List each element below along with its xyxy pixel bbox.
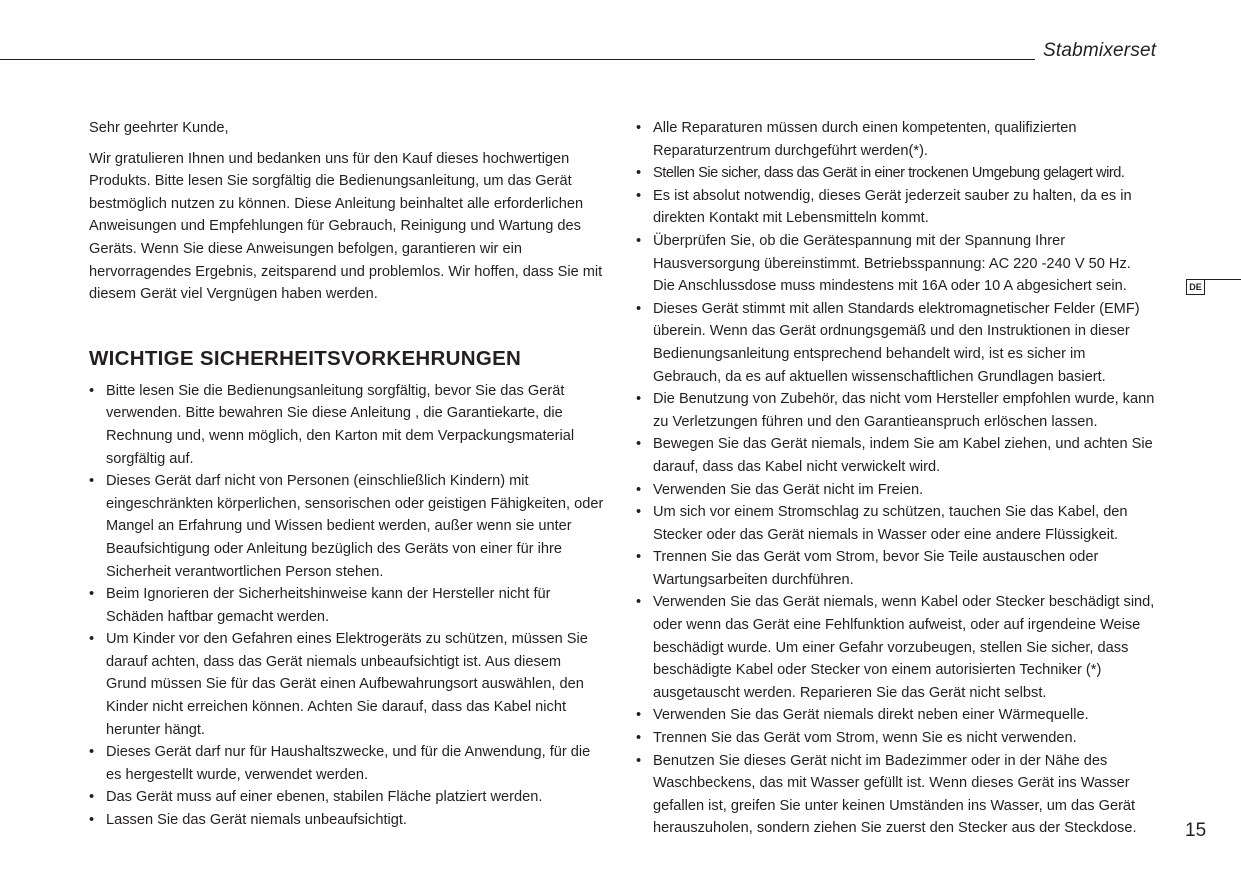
list-item: • Verwenden Sie das Gerät nicht im Freien. xyxy=(636,479,1156,502)
list-item: • Verwenden Sie das Gerät niemals, wenn Kabel oder Stecker beschädigt sind, oder wenn das Gerät eine Fehlfunktion aufweist, oder auf irgendeine Weise beschädigt wurde. Um einer Gefahr vorzubeugen, stellen Sie sicher, dass beschädigte Kabel oder Stecker von einem autorisierten Techniker (*) ausgetauscht werden. Reparieren Sie das Gerät nicht selbst. xyxy=(636,591,1156,704)
language-tab-rule xyxy=(1205,279,1241,280)
list-item: • Benutzen Sie dieses Gerät nicht im Badezimmer oder in der Nähe des Waschbeckens, das mit Wasser gefüllt ist. Wenn dieses Gerät ins Wasser gefallen ist, greifen Sie unter keinen Umständen ins Wasser, um das Gerät herauszuholen, sondern ziehen Sie zuerst den Stecker aus der Steckdose. xyxy=(636,750,1156,840)
safety-list-left xyxy=(89,380,604,832)
greeting: Sehr geehrter Kunde, xyxy=(89,120,229,136)
list-item: • Das Gerät muss auf einer ebenen, stabilen Fläche platziert werden. xyxy=(89,786,604,809)
list-item: • Trennen Sie das Gerät vom Strom, bevor Sie Teile austauschen oder Wartungsarbeiten durchführen. xyxy=(636,546,1156,591)
list-item: • Bewegen Sie das Gerät niemals, indem Sie am Kabel ziehen, und achten Sie darauf, dass das Kabel nicht verwickelt wird. xyxy=(636,433,1156,478)
list-item: • Dieses Gerät stimmt mit allen Standards elektromagnetischer Felder (EMF) überein. Wenn das Gerät ordnungsgemäß und den Instruktionen in dieser Bedienungsanleitung entsprechend behandelt wird, ist es sicher im Gebrauch, da es auf aktuellen wissenschaftlichen Grundlagen basiert. xyxy=(636,298,1156,388)
left-column xyxy=(89,117,604,832)
list-item: • Überprüfen Sie, ob die Gerätespannung mit der Spannung Ihrer Hausversorgung übereinstimmt. Betriebsspannung: AC 220 -240 V 50 Hz. Die Anschlussdose muss mindestens mit 16A oder 10 A abgesichert sein. xyxy=(636,230,1156,298)
language-badge: DE xyxy=(1186,279,1205,295)
list-item: • Trennen Sie das Gerät vom Strom, wenn Sie es nicht verwenden. xyxy=(636,727,1156,750)
list-item: • Alle Reparaturen müssen durch einen kompetenten, qualifizierten Reparaturzentrum durchgeführt werden(*). xyxy=(636,117,1156,162)
list-item: • Dieses Gerät darf nur für Haushaltszwecke, und für die Anwendung, für die es hergestellt wurde, verwendet werden. xyxy=(89,741,604,786)
language-tab xyxy=(1186,279,1241,299)
list-item: • Es ist absolut notwendig, dieses Gerät jederzeit sauber zu halten, da es in direkten Kontakt mit Lebensmitteln kommt. xyxy=(636,185,1156,230)
list-item: • Lassen Sie das Gerät niemals unbeaufsichtigt. xyxy=(89,809,604,832)
list-item: • Stellen Sie sicher, dass das Gerät in einer trockenen Umgebung gelagert wird. xyxy=(636,162,1156,185)
list-item: • Beim Ignorieren der Sicherheitshinweise kann der Hersteller nicht für Schäden haftbar gemacht werden. xyxy=(89,583,604,628)
safety-list-right xyxy=(636,117,1156,840)
intro-paragraph: Wir gratulieren Ihnen und bedanken uns für den Kauf dieses hochwertigen Produkts. Bitte lesen Sie sorgfältig die Bedienungsanleitung, um das Gerät bestmöglich nutzen zu können. Diese Anleitung beinhaltet alle erforderlichen Anweisungen und Empfehlungen für Gebrauch, Reinigung und Wartung des Geräts. Wenn Sie diese Anweisungen befolgen, garantieren wir ein hervorragendes Ergebnis, zeitsparend und problemlos. Wir hoffen, dass Sie mit diesem Gerät viel Vergnügen haben werden. xyxy=(89,150,603,303)
section-heading: WICHTIGE SICHERHEITSVORKEHRUNGEN xyxy=(89,346,522,370)
list-item: • Die Benutzung von Zubehör, das nicht vom Hersteller empfohlen wurde, kann zu Verletzungen führen und den Garantieanspruch erlöschen lassen. xyxy=(636,388,1156,433)
document-title: Stabmixerset xyxy=(1043,40,1157,61)
right-column xyxy=(636,117,1156,840)
list-item: • Verwenden Sie das Gerät niemals direkt neben einer Wärmequelle. xyxy=(636,704,1156,727)
list-item: • Um sich vor einem Stromschlag zu schützen, tauchen Sie das Kabel, den Stecker oder das Gerät niemals in Wasser oder eine andere Flüssigkeit. xyxy=(636,501,1156,546)
header-rule xyxy=(0,59,1035,60)
list-item: • Bitte lesen Sie die Bedienungsanleitung sorgfältig, bevor Sie das Gerät verwenden. Bitte bewahren Sie diese Anleitung , die Garantiekarte, die Rechnung und, wenn möglich, den Karton mit dem Verpackungsmaterial sorgfältig auf. xyxy=(89,380,604,470)
list-item: • Dieses Gerät darf nicht von Personen (einschließlich Kindern) mit eingeschränkten körperlichen, sensorischen oder geistigen Fähigkeiten, oder Mangel an Erfahrung und Wissen bedient werden, außer wenn sie unter Beaufsichtigung oder Anleitung bezüglich des Geräts von einer für ihre Sicherheit verantwortlichen Person stehen. xyxy=(89,470,604,583)
list-item: • Um Kinder vor den Gefahren eines Elektrogeräts zu schützen, müssen Sie darauf achten, dass das Gerät niemals unbeaufsichtigt ist. Aus diesem Grund müssen Sie für das Gerät einen Aufbewahrungsort auswählen, den Kinder nicht erreichen können. Achten Sie darauf, dass das Kabel nicht herunter hängt. xyxy=(89,628,604,741)
page-number: 15 xyxy=(1185,820,1207,841)
